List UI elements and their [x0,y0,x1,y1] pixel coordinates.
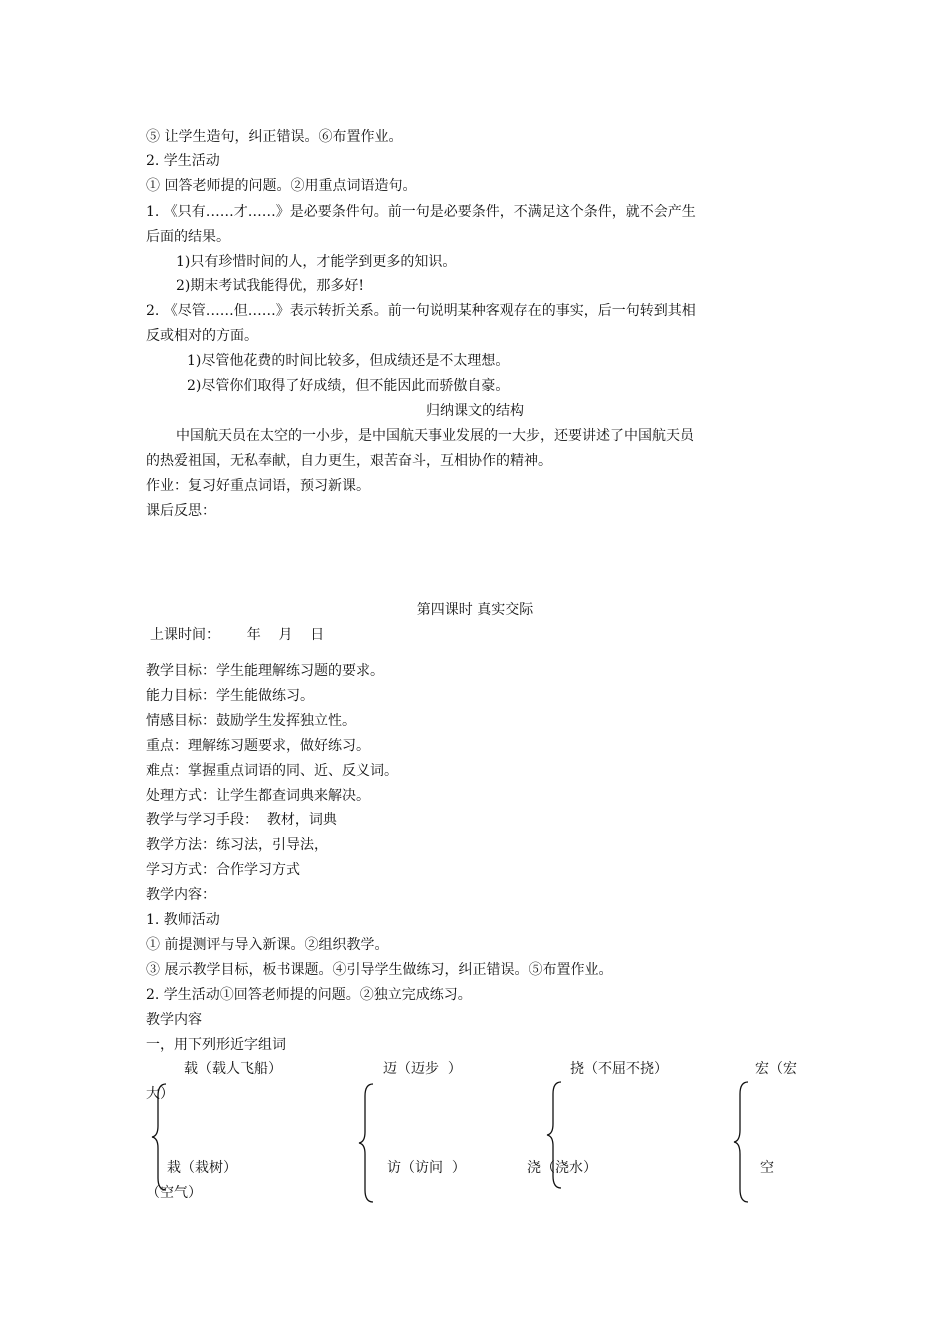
example-line: 1)只有珍惜时间的人，才能学到更多的知识。 [176,254,457,270]
word-group-bottom: 访（访问 ） [387,1160,466,1176]
brace-2 [357,1082,377,1204]
method-line: 学习方式：合作学习方式 [146,862,300,878]
word-group-top: 挠（不屈不挠） [570,1061,668,1077]
difficulty-line: 难点：掌握重点词语的同、近、反义词。 [146,763,398,779]
text-line: 2. 《尽管……但……》表示转折关系。前一句说明某种客观存在的事实，后一句转到其相 [146,303,696,319]
word-group-bottom: 栽（栽树） [167,1160,237,1176]
content-label: 教学内容： [146,887,216,903]
brace-4 [732,1080,752,1205]
class-date-line: 上课时间： 年 月 日 [150,627,325,643]
reflection-label: 课后反思： [146,503,216,519]
activity-heading: 1. 教师活动 [146,912,220,928]
text-line: 2. 学生活动 [146,153,220,169]
content-label: 教学内容 [146,1012,202,1028]
word-group-wrap: （空气） [146,1185,202,1201]
example-line: 1)尽管他花费的时间比较多，但成绩还是不太理想。 [187,353,510,369]
method-line: 教学方法：练习法，引导法， [146,837,328,853]
section-heading: 归纳课文的结构 [426,403,524,419]
text-line: ⑤ 让学生造句，纠正错误。⑥布置作业。 [146,129,403,145]
activity-line: ③ 展示教学目标，板书课题。④引导学生做练习，纠正错误。⑤布置作业。 [146,962,613,978]
objective-line: 能力目标：学生能做练习。 [146,688,314,704]
text-line: 1. 《只有……才……》是必要条件句。前一句是必要条件，不满足这个条件，就不会产生 [146,204,696,220]
word-group-top: 迈（迈步 ） [383,1061,462,1077]
paragraph-line: 的热爱祖国，无私奉献，自力更生，艰苦奋斗，互相协作的精神。 [146,453,552,469]
lesson-title: 第四课时 真实交际 [416,602,534,618]
example-line: 2)期末考试我能得优，那多好! [176,278,364,294]
homework-line: 作业：复习好重点词语，预习新课。 [146,478,370,494]
text-line: ① 回答老师提的问题。②用重点词语造句。 [146,178,417,194]
word-group-bottom: 空 [760,1160,774,1176]
word-group-top: 载（载人飞船） [184,1061,282,1077]
paragraph-line: 中国航天员在太空的一小步，是中国航天事业发展的一大步，还要讲述了中国航天员 [176,428,694,444]
objective-line: 教学目标：学生能理解练习题的要求。 [146,663,384,679]
example-line: 2)尽管你们取得了好成绩，但不能因此而骄傲自豪。 [187,378,510,394]
activity-line: 2. 学生活动①回答老师提的问题。②独立完成练习。 [146,987,472,1003]
text-line: 反或相对的方面。 [146,328,258,344]
key-point-line: 重点：理解练习题要求，做好练习。 [146,738,370,754]
word-group-wrap: 大） [146,1086,174,1102]
means-line: 教学与学习手段： 教材，词典 [146,812,337,828]
word-group-top: 宏（宏 [755,1061,797,1077]
objective-line: 情感目标：鼓励学生发挥独立性。 [146,713,356,729]
exercise-heading: 一，用下列形近字组词 [146,1037,286,1053]
method-line: 处理方式：让学生都查词典来解决。 [146,788,370,804]
text-line: 后面的结果。 [146,229,230,245]
word-group-bottom: 浇（浇水） [527,1160,597,1176]
activity-line: ① 前提测评与导入新课。②组织教学。 [146,937,389,953]
